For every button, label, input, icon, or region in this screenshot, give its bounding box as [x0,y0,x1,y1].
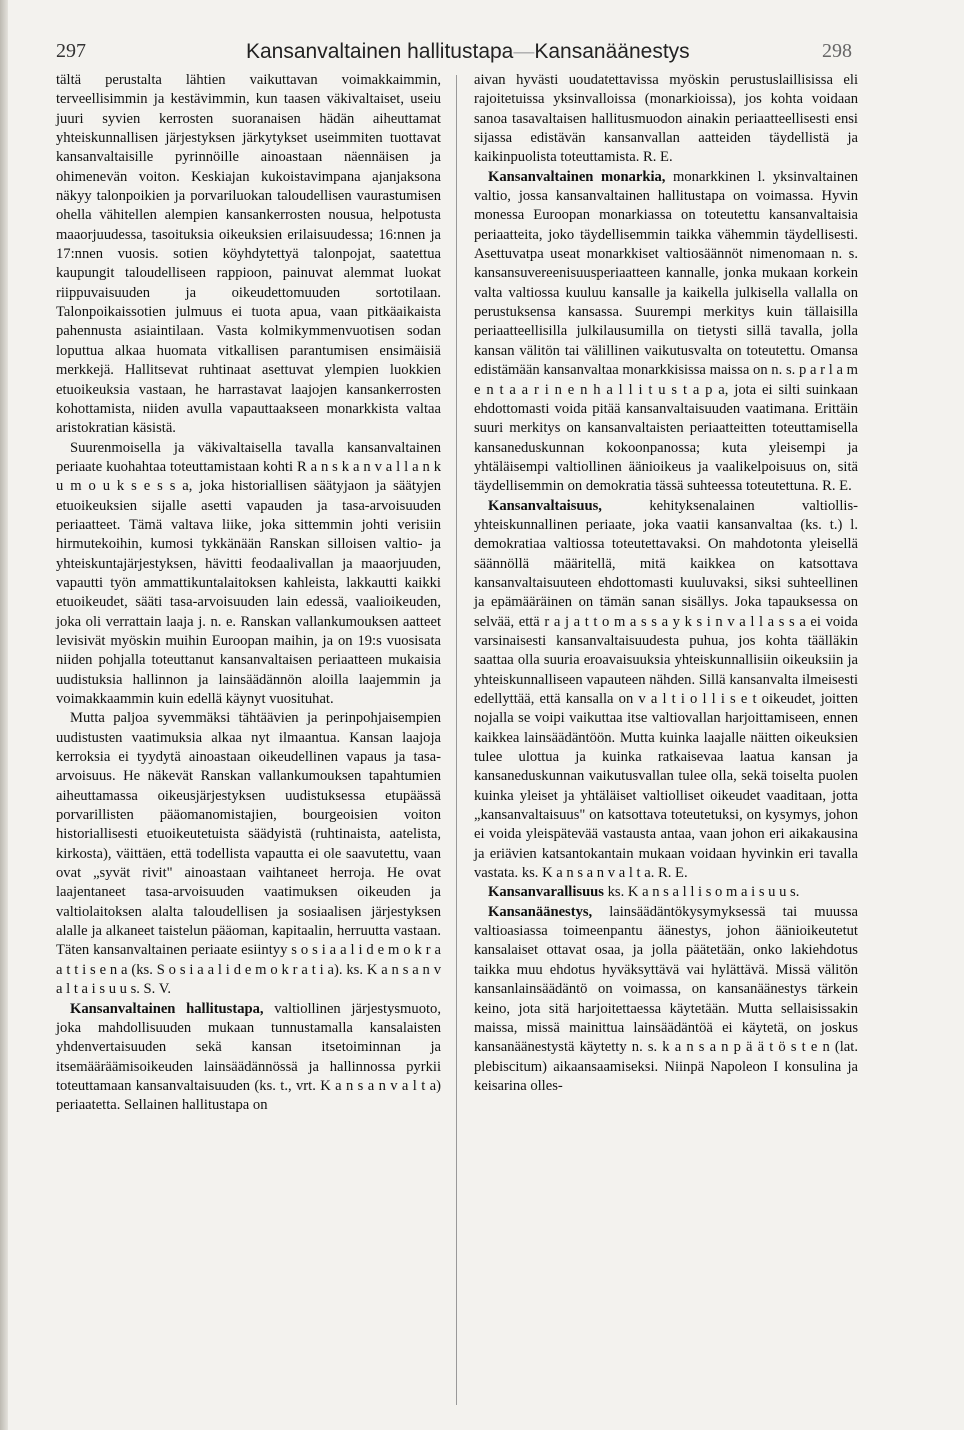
page-header [56,40,852,66]
running-head [246,40,690,64]
entry-kansanvaltaisuus [474,497,858,884]
entry-term: Kansanvaltaisuus, [488,497,602,514]
paragraph: Suurenmoisella ja väkivaltaisella tavalla kansanvaltainen periaate kuohahtaa toteuttamistaan kohti R a n s k a n v a l l a n k u m o u k s e s s a, joka historiallisen säätyjaon ja säätyjen etuoikeuksien sijalle asetti vapauden ja tasa-arvoisuuden periaatteet. Tämä valtava liike, joka sittemmin johti verisiin hirmutekoihin, kumosi tykkänään Ranskan silloisen valtio- ja yhteiskuntajärjestyksen, hävitti feodaalivallan ja maaorjuuden, vapautti työn ammattikuntalaitoksen kahleista, lakkautti kaikki etuoikeudet, sääti tasa-arvoisuuden lain edessä, vaalioikeuden, joka oli verrattain laaja j. n. e. Ranskan vallankumouksen aatteet levisivät myöskin muihin Euroopan maihin, ja on 19:s vuosisata niiden pohjalla toteuttanut kansanvaltaisen periaatteen mukaisia uudistuksia hallinnon ja lainsäädännön aloilla laajemmin ja voimakkaammin kuin edellä käynyt vuosituhat. [56,439,441,707]
entry-text: kehityksenalainen valtiollis-yhteiskunnallinen periaate, joka vaatii kansanvaltaa (ks. t.) l. demokratiaa valtiossa toteutettavaksi. On mahdotonta yleisellä säännöllä määritellä, mitä kaikkea on katsottava kansanvaltaisuuteen ehdottomasti kuuluvaksi, siksi suhteellinen ja epämääräinen on tämän sanan sisällys. Joka tapauksessa on selvää, että r a j a t t o m a s s a y k s i n v a l l a s s a ei voida varsinaisesti kansanvaltaisuudesta puhua, jos kohta täälläkin saattaa olla suuria eroavaisuuksia yhteiskunnallisiin oikeuksiin ja yhteiskunnalliseen vapauteen nähden. Sillä kansanvalta ilmeisesti edellyttää, että kansalla on v a l t i o l l i s e t oikeudet, joitten nojalla se voipi vaikuttaa itse valtiovallan harjoittamiseen, ennen kaikkea lainsäädäntöön. Mutta kuinka laajalle näitten oikeuksien tulee ulottua ja kuinka ratkaisevaa laatua kansan ja kansaneduskunnan vaikutusvallan tulee olla, sekä toiselta puolen kuinka yleiset ja yhtäläiset valtiolliset oikeudet vaaditaan, jotta „kansanvaltaisuus" on katsottava toteutetuksi, on kysymys, johon ei voida yleispätevää vastausta antaa, vaan johon eri aikakausina ja eriävien katsantokantain mukaan voidaan hyvinkin eri tavalla vastata. ks. K a n s a n v a l t a. R. E. [474,497,858,882]
entry-term: Kansanvaltainen hallitustapa, [70,1000,264,1017]
running-head-left: Kansanvaltainen hallitustapa [246,40,514,63]
entry-kansanaanestys [474,903,858,1096]
entry-kansanvaltainen-hallitustapa [56,1000,441,1116]
paragraph: Mutta paljoa syvemmäksi tähtäävien ja perinpohjaisempien uudistusten vaatimuksia alkaa nyt ilmaantua. Kansan laajoja kerroksia ei tyydytä ainoastaan oikeudellinen vapaus ja tasa-arvoisuus. He näkevät Ranskan vallankumouksen tapahtumien aiheuttamassa oikeusjärjestyksen uudistuksessa etupäässä porvarillisten pääomanomistajien, bourgeoisien voiton historiallisesti etuoikeutetuista säädyistä (ruhtinaista, aatelista, kirkosta), väittäen, että todellista vapautta ei ole saavutettu, vaan ovat „syvät rivit" ainoastaan vaihtaneet herroja. He ovat laajentaneet tasa-arvoisuuden vaatimuksen oikeuden ja valtiolaitoksen alalta taloudellisen ja sosiaalisen järjestyksen alalle ja alkaneet taistelun pääoman, kapitaalin, herruutta vastaan. Täten kansanvaltainen periaate esiintyy s o s i a a l i d e m o k r a a t t i s e n a (ks. S o s i a a l i d e m o k r a t i a). ks. K a n s a n v a l t a i s u u s. S. V. [56,710,441,998]
page-number-right: 298 [822,40,852,62]
entry-text: ks. K a n s a l l i s o m a i s u u s. [603,884,800,901]
entry-term: Kansanvaltainen monarkia, [488,168,666,185]
entry-text: valtiollinen järjestysmuoto, joka mahdollisuuden mukaan tunnustamalla kansalaisten yhdenvertaisuuden sekä kansan itsetoiminnan ja itsemääräämisoikeuden lainsäädännössä ja hallinnossa pyrkii toteuttamaan kansanvaltaisuuden (ks. t., vrt. K a n s a n v a l t a) periaatetta. Sellainen hallitustapa on [56,1000,441,1114]
entry-text: lainsäädäntökysymyksessä tai muussa valtioasiassa toimeenpantu äänestys, johon äänioikeutetut kansalaiset ottavat osaa, ja jolla päätetään, onko lakiehdotus taikka muu ehdotus hyväksyttävä vai hylättävä. Missä välitön kansanlainsäädäntö on voimassa, on kansanäänestys tärkein keino, jota sitä harjoitettaessa käytetään. Mutta sellaisissakin maissa, missä mainittua lainsäädäntöä ei käytetä, on joskus kansanäänestystä käytetty n. s. k a n s a n p ä ä t ö s t e n (lat. plebiscitum) aikaansaamiseksi. Niinpä Napoleon I konsulina ja keisarina olles- [474,903,858,1094]
right-column [474,71,858,1096]
page-number-left: 297 [56,40,86,62]
entry-kansanvaltainen-monarkia [474,168,858,497]
paragraph: aivan hyvästi uoudatettavissa myöskin perustuslaillisissa eli rajoitetuissa yksinvalloissa (monarkioissa), jos kohta voidaan sanoa tasavaltaisen hallitusmuodon ainakin periaatteellisesti ensi sijassa edistävän kansanvallan aatteiden täydellistä ja kaikinpuolista toteuttamista. R. E. [474,72,858,166]
entry-term: Kansanäänestys, [488,903,593,920]
entry-term: Kansanvarallisuus [488,884,604,901]
left-column [56,71,441,1116]
entry-kansanvarallisuus [474,883,858,902]
paragraph: tältä perustalta lähtien vaikuttavan voimakkaimmin, terveellisimmin ja kestävimmin, kun taasen väkivaltaiset, useiu juuri syvien kerrosten suoranaisen hädän aiheuttamat yhteiskunnallisen järjestyksen järkytykset useimmiten tuottavat kansanvaltaisille pyrinnöille ainoastaan näennäisen ja ohimenevän voiton. Keskiajan kukoistavimpana ajanjaksona näkyy talonpoikien ja porvariluokan taloudellisen vaurastumisen ohella vähitellen alempien kansankerrosten nousua, helpotusta maaorjuudessa, tasoituksia oikeuksien erilaisuudessa; 16:nnen ja 17:nnen vuosis. sotien köyhdytettyä talonpojat, saatettua kaupungit taloudelliseen rappioon, painuvat alemmat luokat riippuvaisuuden ja oikeudettomuuden sortotilaan. Talonpoikaissotien julmuus ei tuota apua, vaan pitkäaikaista pahennusta asiaintilaan. Vasta kolmikymmenvuotisen sodan loputtua alkaa huomata vitkallisen parantumisen ensimäisiä merkkejä. Hallitsevat ruhtinaat asettuvat ylempien luokkien etuoikeuksia vastaan, he harrastavat laajojen kansankerrosten kohottamista, niiden avulla vapauttaakseen monarkkista valtaa aristokratian käsistä. [56,72,441,437]
binding-gutter [0,0,8,1430]
column-divider [456,75,457,1405]
running-head-separator: — [513,40,535,63]
entry-text: monarkkinen l. yksinvaltainen valtio, jossa kansanvaltainen hallitustapa on voimassa. Hyvin monessa Euroopan monarkiassa on toteutettu kansanvaltaisia periaatteita, joko täydellisemmin taikka vähemmin täydellisesti. Asettuvatpa useat monarkkiset valtiosäännöt nimenomaan n. s. kansansuvereenisuusperiaatteen kannalle, jonka mukaan korkein valta valtiossa kuuluu kansalle ja kaikella julkisella vallalla on perustuksensa kansassa. Suurempi merkitys kuin tällaisilla periaatteellisilla julkilausumilla on tietysti sillä tavalla, jolla kansan välitön tai välillinen vaikutusvalta on toteutettu. Omansa edistämään kansanvaltaa monarkkisissa maissa on n. s. p a r l a m e n t a a r i n e n h a l l i t u s t a p a, jota ei silti suinkaan ehdottomasti voida pitää kansanvaltaisuuden vaatimana. Erittäin suuri merkitys on kansanvaltaisten periaatteitten toteuttamisella kansaneduskunnan kokoonpanossa; kuta yleisempi ja yhtäläisempi valtiollinen äänioikeus ja vaalikelpoisuus on, sitä täydellisemmin on demokratia tässä suhteessa toteutettuna. R. E. [474,168,858,495]
running-head-right: Kansanäänestys [534,40,690,63]
